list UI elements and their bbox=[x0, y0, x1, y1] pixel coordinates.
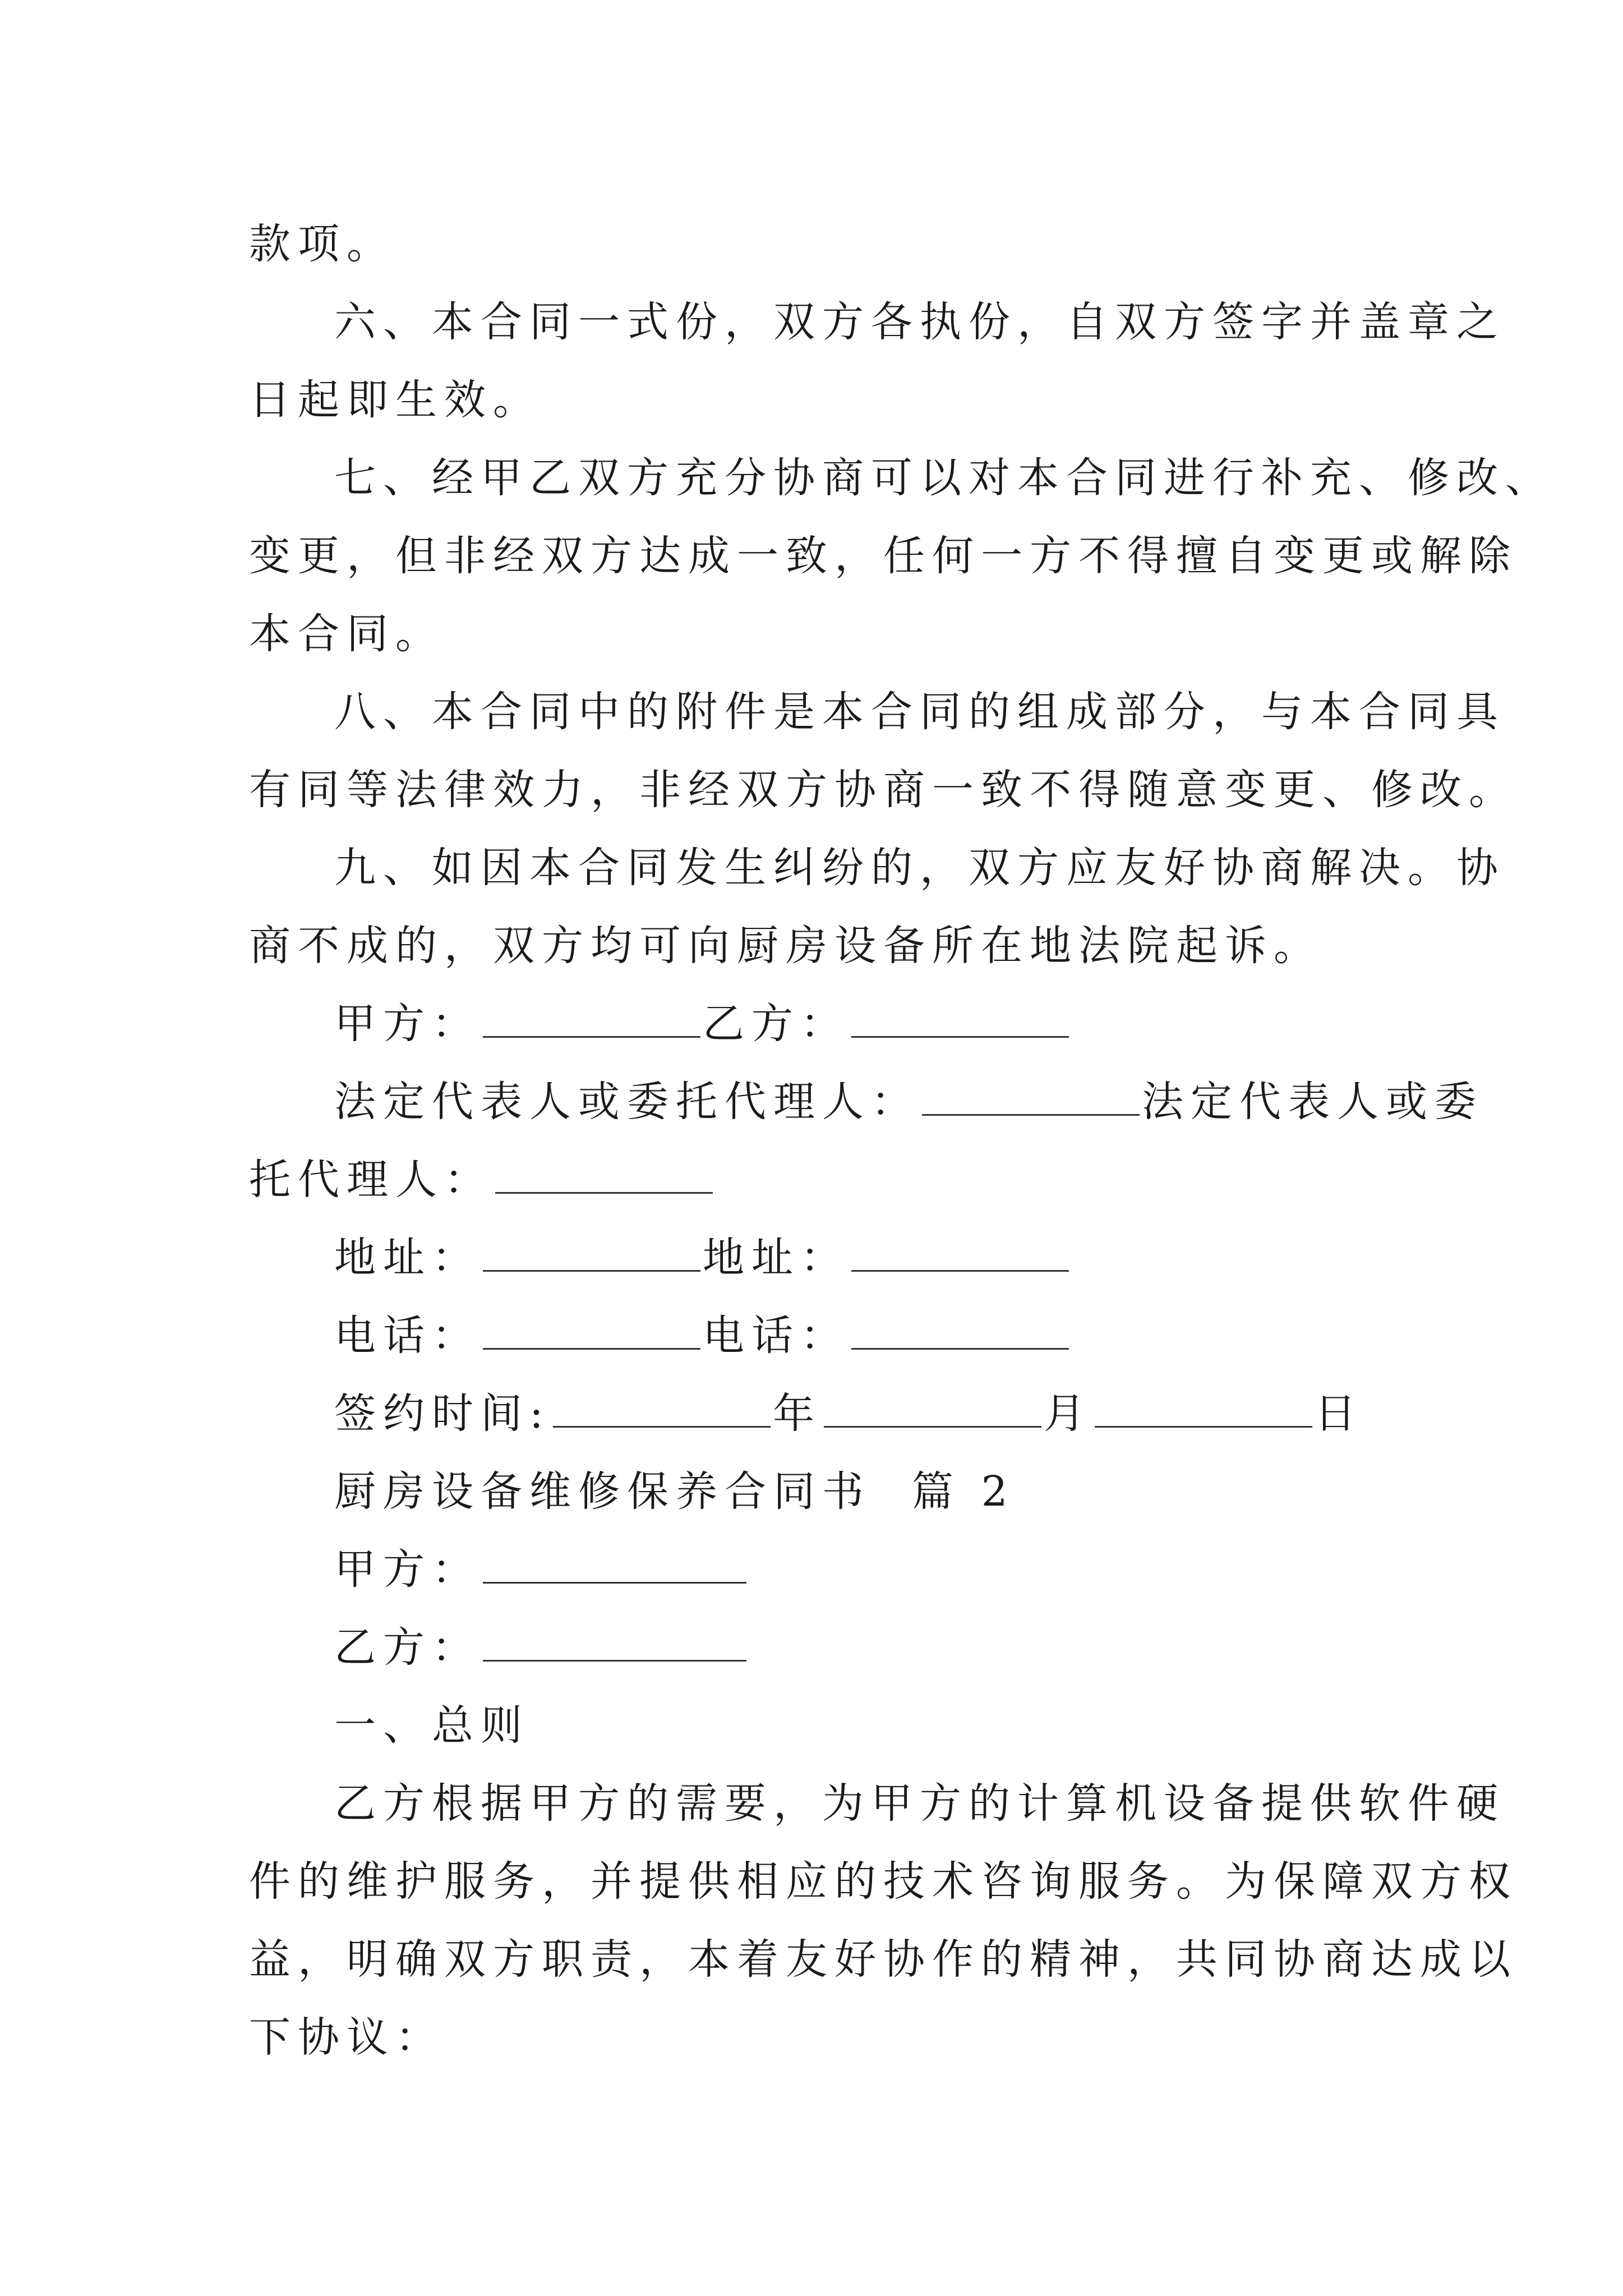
address-b-blank bbox=[851, 1241, 1069, 1272]
representative-b-blank bbox=[495, 1163, 713, 1194]
section2-party-a-label: 甲方： bbox=[334, 1545, 481, 1594]
section2-party-a-row bbox=[249, 1531, 1393, 1609]
party-a-blank bbox=[483, 1007, 700, 1038]
section2-intro-line: 件的维护服务，并提供相应的技术咨询服务。为保障双方权 bbox=[249, 1857, 1518, 1906]
address-a-blank bbox=[483, 1241, 700, 1272]
sign-time-label: 签约时间: bbox=[334, 1389, 551, 1438]
signature-address-row bbox=[249, 1219, 1393, 1297]
section2-party-b-label: 乙方： bbox=[334, 1623, 481, 1672]
signature-date-row bbox=[249, 1375, 1393, 1453]
section2-heading: 一、总则 bbox=[334, 1701, 529, 1750]
party-b-label: 乙方： bbox=[703, 1000, 849, 1048]
signature-parties-row bbox=[249, 985, 1393, 1063]
signature-representative-row-continued bbox=[249, 1141, 1393, 1219]
clause-eight-line: 八、本合同中的附件是本合同的组成部分，与本合同具 bbox=[334, 688, 1505, 736]
phone-a-blank bbox=[483, 1319, 700, 1350]
section2-intro-line: 下协议： bbox=[249, 2013, 444, 2062]
phone-b-blank bbox=[851, 1319, 1069, 1350]
month-blank bbox=[824, 1397, 1041, 1428]
phone-b-label: 电话： bbox=[703, 1312, 849, 1360]
clause-seven-line: 变更，但非经双方达成一致，任何一方不得擅自变更或解除 bbox=[249, 532, 1518, 580]
representative-b-label: 法定代表人或委 bbox=[1142, 1078, 1483, 1126]
day-blank bbox=[1095, 1397, 1312, 1428]
section2-party-b-row bbox=[249, 1609, 1393, 1687]
signature-phone-row bbox=[249, 1297, 1393, 1375]
clause-nine-line: 商不成的，双方均可向厨房设备所在地法院起诉。 bbox=[249, 922, 1322, 970]
year-label: 年 bbox=[772, 1389, 822, 1438]
section-title: 厨房设备维修保养合同书 篇 2 bbox=[334, 1467, 1015, 1516]
document-body bbox=[249, 205, 1554, 2077]
clause-seven-line: 本合同。 bbox=[249, 610, 444, 658]
day-label: 日 bbox=[1314, 1389, 1363, 1438]
month-label: 月 bbox=[1043, 1389, 1092, 1438]
representative-a-label: 法定代表人或委托代理人： bbox=[334, 1078, 920, 1126]
clause-eight-line: 有同等法律效力，非经双方协商一致不得随意变更、修改。 bbox=[249, 766, 1518, 814]
clause-nine-line: 九、如因本合同发生纠纷的，双方应友好协商解决。协 bbox=[334, 844, 1505, 892]
section2-party-a-blank bbox=[483, 1553, 746, 1584]
clause-six-line: 日起即生效。 bbox=[249, 376, 542, 424]
party-b-blank bbox=[851, 1007, 1069, 1038]
party-a-label: 甲方： bbox=[334, 1000, 481, 1048]
section2-party-b-blank bbox=[483, 1631, 746, 1662]
text-line: 款项。 bbox=[249, 220, 395, 268]
section2-intro-line: 乙方根据甲方的需要，为甲方的计算机设备提供软件硬 bbox=[334, 1779, 1505, 1828]
phone-a-label: 电话： bbox=[334, 1312, 481, 1360]
address-a-label: 地址： bbox=[334, 1234, 481, 1282]
representative-a-blank bbox=[922, 1085, 1140, 1116]
section2-intro-line: 益，明确双方职责，本着友好协作的精神，共同协商达成以 bbox=[249, 1935, 1518, 1984]
signature-representative-row bbox=[249, 1063, 1483, 1141]
clause-seven-line: 七、经甲乙双方充分协商可以对本合同进行补充、修改、 bbox=[334, 454, 1554, 502]
representative-b-label-continued: 托代理人： bbox=[249, 1156, 493, 1204]
address-b-label: 地址： bbox=[703, 1234, 849, 1282]
clause-six-line: 六、本合同一式份，双方各执份，自双方签字并盖章之 bbox=[334, 298, 1505, 346]
year-blank bbox=[553, 1397, 771, 1428]
